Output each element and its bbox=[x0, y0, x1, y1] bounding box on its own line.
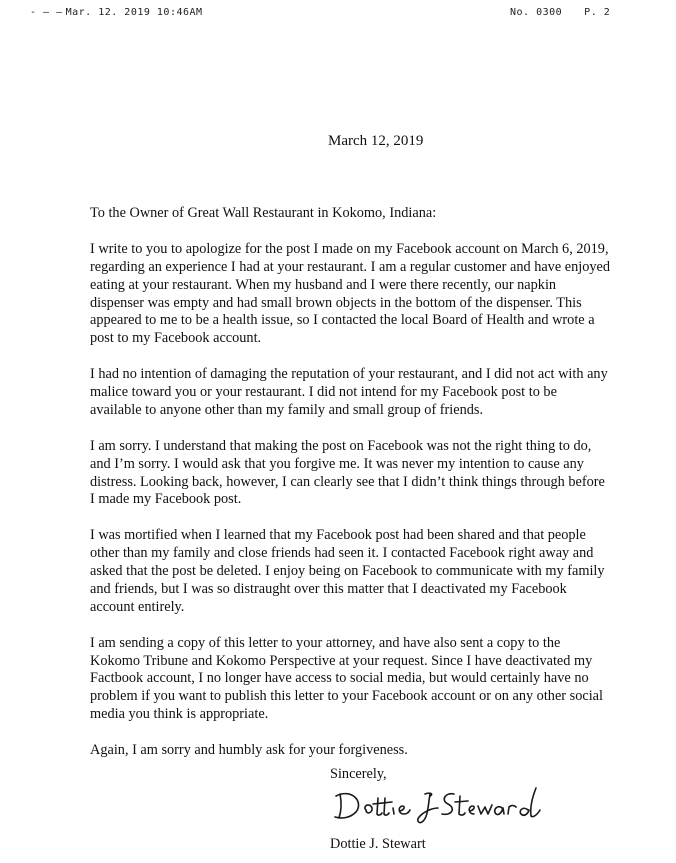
signature bbox=[330, 780, 560, 830]
fax-page-info bbox=[510, 7, 610, 18]
fax-timestamp bbox=[30, 7, 203, 18]
letter-body bbox=[90, 205, 610, 778]
closing: Sincerely, bbox=[330, 766, 387, 782]
paragraph-copy: I am sending a copy of this letter to your attorney, and have also sent a copy to the Kokomo Tribune and Kokomo Perspective at your request. Since I have deactivated my Factbook account, I no longer have access to social media, but would certainly have no problem if you want to publish this letter to your Facebook account or on any other social media you think is appropriate. bbox=[90, 634, 603, 723]
paragraph-closing: Again, I am sorry and humbly ask for your forgiveness. bbox=[90, 742, 408, 759]
fax-header bbox=[0, 7, 676, 23]
printed-name: Dottie J. Stewart bbox=[330, 836, 426, 852]
paragraph-intent: I had no intention of damaging the reputation of your restaurant, and I did not act with any malice toward you or your restaurant. I did not intend for my Facebook post to be available to anyone other than my family and small group of friends. bbox=[90, 366, 608, 418]
paragraph-apology: I write to you to apologize for the post I made on my Facebook account on March 6, 2019, regarding an experience I had at your restaurant. I am a regular customer and have enjoyed eating at your restaurant. When my husband and I were there recently, our napkin dispenser was empty and had small brown objects in the bottom of the dispenser. This appeared to me to be a health issue, so I contacted the local Board of Health and wrote a post to my Facebook account. bbox=[90, 240, 611, 347]
salutation: To the Owner of Great Wall Restaurant in Kokomo, Indiana: bbox=[90, 205, 437, 221]
fax-datetime: Mar. 12. 2019 10:46AM bbox=[65, 7, 203, 18]
fax-marks: - — — bbox=[30, 7, 63, 18]
paragraph-sorry: I am sorry. I understand that making the post on Facebook was not the right thing to do, and I’m sorry. I would ask that you forgive me. It was never my intention to cause any distress. Looking back, however, I can clearly see that I didn’t think things through before I made my Facebook post. bbox=[90, 437, 605, 508]
fax-page: P. 2 bbox=[584, 7, 611, 18]
handwritten-signature-icon bbox=[330, 780, 560, 830]
fax-number: No. 0300 bbox=[510, 7, 563, 18]
paragraph-mortified: I was mortified when I learned that my Facebook post had been shared and that people other than my family and close friends had seen it. I contacted Facebook right away and asked that the post be deleted. I enjoy being on Facebook to communicate with my family and friends, but I was so distraught over this matter that I deactivated my Facebook account entirely. bbox=[90, 527, 605, 615]
letter-date: March 12, 2019 bbox=[328, 133, 424, 149]
